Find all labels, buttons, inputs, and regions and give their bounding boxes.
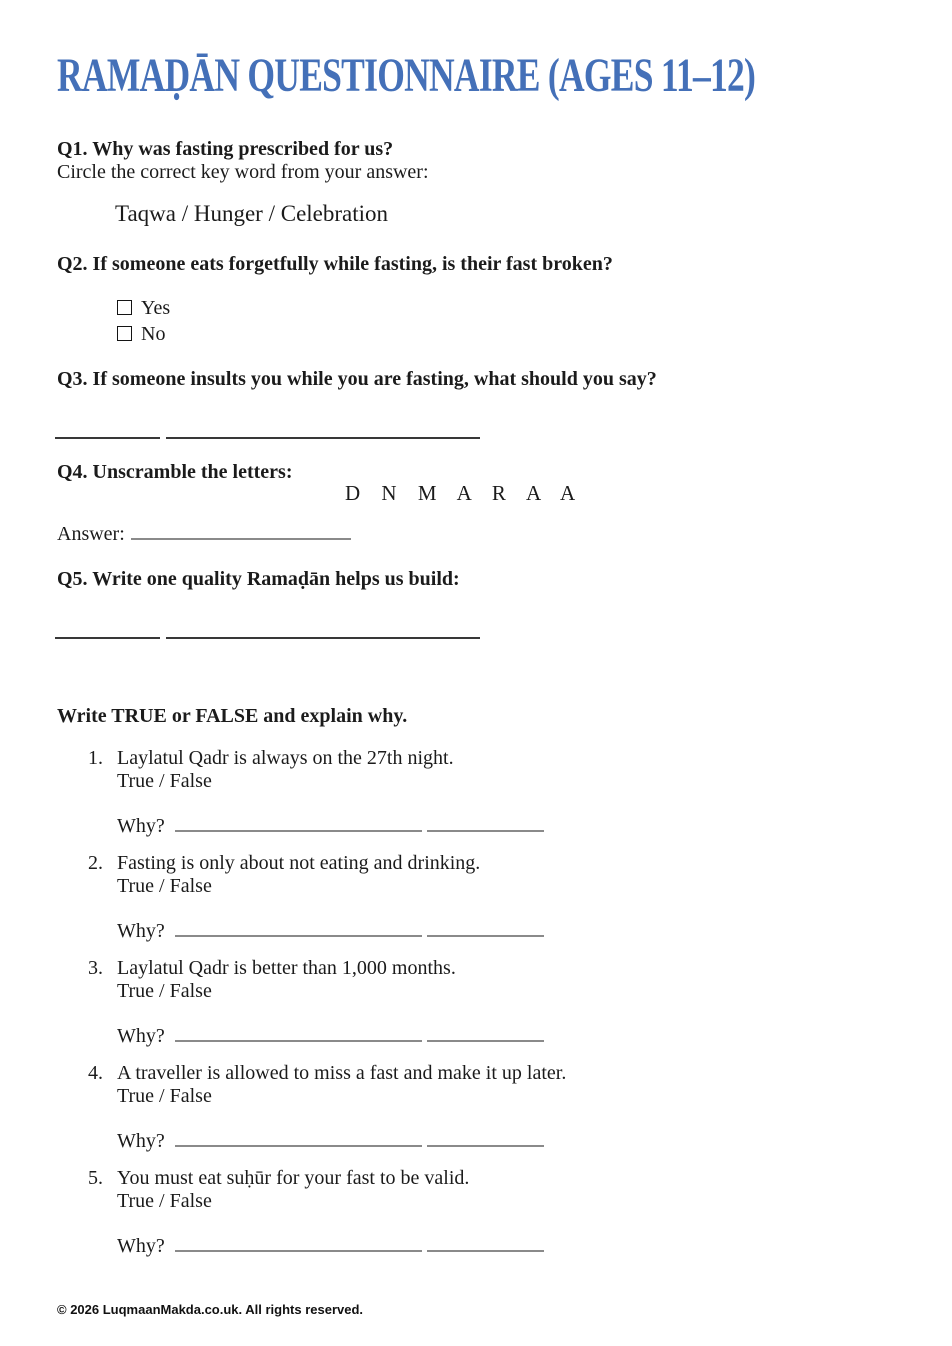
q4-scrambled-letters: D N M A R A A: [345, 481, 584, 505]
why-label: Why?: [117, 1025, 165, 1047]
true-false-heading: Write TRUE or FALSE and explain why.: [57, 705, 408, 727]
why-blank-line: [175, 1024, 422, 1042]
why-blank-line: [427, 1234, 544, 1252]
answer-line-segment: [55, 437, 160, 439]
true-false-item-4: [88, 1062, 708, 1153]
why-row: [117, 1024, 708, 1048]
q5-answer-line: [55, 637, 480, 639]
why-blank-line: [175, 919, 422, 937]
item-statement: Fasting is only about not eating and drinking.: [117, 852, 481, 874]
q2-option-yes: [117, 296, 170, 320]
checkbox-icon: [117, 326, 132, 341]
true-false-item-5: [88, 1167, 708, 1258]
q3-answer-line: [55, 437, 480, 439]
answer-blank-line: [131, 522, 351, 540]
q4-answer-row: [57, 522, 351, 546]
why-blank-line: [175, 814, 422, 832]
why-blank-line: [427, 1129, 544, 1147]
q1-options: Taqwa / Hunger / Celebration: [115, 201, 389, 226]
q2-option-no-label: No: [141, 323, 166, 345]
item-statement: Laylatul Qadr is better than 1,000 months.: [117, 957, 456, 979]
why-row: [117, 919, 708, 943]
q4-heading: Q4. Unscramble the letters:: [57, 461, 293, 483]
q3-heading: Q3. If someone insults you while you are fasting, what should you say?: [57, 368, 657, 390]
true-false-item-1: [88, 747, 708, 838]
checkbox-icon: [117, 300, 132, 315]
true-false-choice: True / False: [117, 875, 212, 897]
q2-heading: Q2. If someone eats forgetfully while fasting, is their fast broken?: [57, 253, 613, 275]
item-statement: A traveller is allowed to miss a fast and make it up later.: [117, 1062, 567, 1084]
why-row: [117, 1234, 708, 1258]
true-false-item-2: [88, 852, 708, 943]
item-number: 5.: [88, 1167, 103, 1189]
copyright-footer: © 2026 LuqmaanMakda.co.uk. All rights reserved.: [57, 1302, 364, 1317]
q2-option-yes-label: Yes: [141, 297, 171, 319]
true-false-choice: True / False: [117, 1190, 212, 1212]
true-false-choice: True / False: [117, 1085, 212, 1107]
true-false-choice: True / False: [117, 980, 212, 1002]
why-label: Why?: [117, 1235, 165, 1257]
why-blank-line: [175, 1129, 422, 1147]
why-label: Why?: [117, 920, 165, 942]
item-statement: You must eat suḥūr for your fast to be valid.: [117, 1167, 470, 1189]
q1-instruction: Circle the correct key word from your answer:: [57, 161, 429, 183]
true-false-choice: True / False: [117, 770, 212, 792]
item-statement: Laylatul Qadr is always on the 27th night.: [117, 747, 454, 769]
item-number: 4.: [88, 1062, 103, 1084]
answer-line-segment: [166, 637, 480, 639]
item-number: 3.: [88, 957, 103, 979]
answer-line-segment: [55, 637, 160, 639]
item-number: 1.: [88, 747, 103, 769]
page-title: RAMAḌĀN QUESTIONNAIRE (AGES 11–12): [57, 49, 756, 102]
q2-option-no: [117, 322, 165, 346]
why-blank-line: [175, 1234, 422, 1252]
answer-label: Answer:: [57, 523, 125, 545]
why-label: Why?: [117, 815, 165, 837]
why-row: [117, 814, 708, 838]
item-number: 2.: [88, 852, 103, 874]
why-blank-line: [427, 919, 544, 937]
why-blank-line: [427, 1024, 544, 1042]
why-blank-line: [427, 814, 544, 832]
why-row: [117, 1129, 708, 1153]
answer-line-segment: [166, 437, 480, 439]
q1-heading: Q1. Why was fasting prescribed for us?: [57, 138, 394, 160]
why-label: Why?: [117, 1130, 165, 1152]
true-false-item-3: [88, 957, 708, 1048]
q5-heading: Q5. Write one quality Ramaḍān helps us build:: [57, 568, 460, 590]
